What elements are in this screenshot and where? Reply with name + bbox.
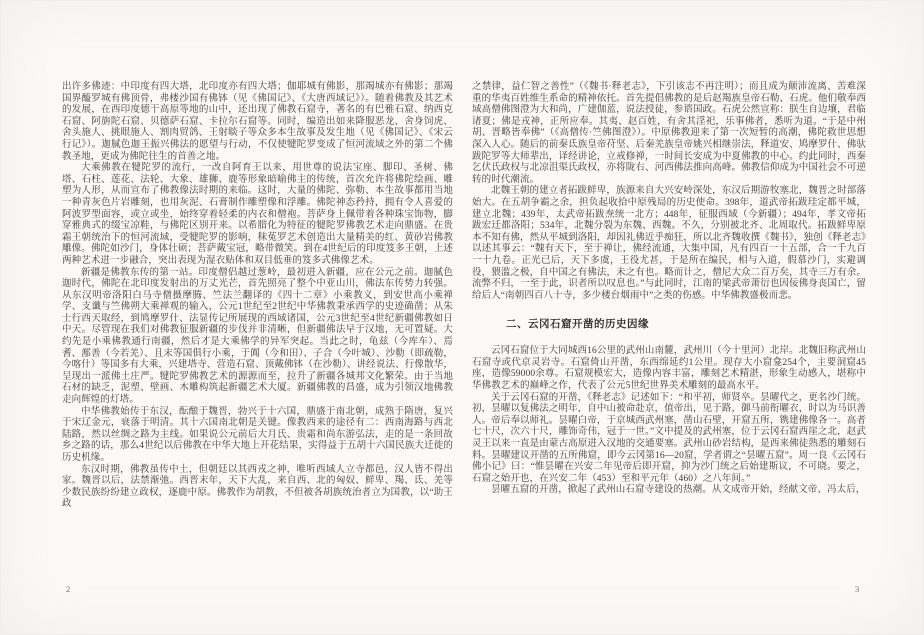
paragraph: 云冈石窟位于大同城西16公里的武州山南麓，武州川（今十里河）北岸。北魏旧称武州山石窟寺或代京灵岩寺。石窟倚山开凿，东西绵延约1公里。现存大小窟龛254个，主要洞窟45座，造像59000余尊。石窟规模宏大，造像内容丰富，雕刻艺术精湛，形象生动感人，堪称中华佛教艺术的巅峰之作，代表了公元5世纪世界美术雕刻的最高水平。 [472, 346, 866, 392]
page-number-left: 2 [66, 584, 71, 594]
paragraph: 北魏王朝的建立者拓跋鲜卑，族源来自大兴安岭深处，东汉后期游牧塞北，魏晋之时部落始大。在五胡争霸之余，担负起收拾中原残局的历史使命。398年，道武帝拓跋珪定都平城，建立北魏；439年，太武帝拓跋焘统一北方；448年，征服西域（今新疆）；494年，孝文帝拓跋宏迁都洛阳；534年，北魏分裂为东魏、西魏。不久，分别被北齐、北周取代。拓跋鲜卑原本不知有佛，然从平城到洛阳，却因礼佛近乎痴狂，所以北齐魏收撰《魏书》，独创《释老志》以述其事云：“魏有天下，至于禅让，佛经流通，大集中国，凡有四百一十五部，合一千九百一十九卷。正光已后，天下多虞，王役尤甚，于是所在编民，相与入道，假慕沙门，实避调役，猥滥之极，自中国之有佛法，未之有也。略而计之，僧尼大众二百万矣，其寺三万有余。流弊不归，一至于此，识者所以叹息也。”与此同时，江南的梁武帝萧衍也因佞佛身丧国亡，留给后人“南朝四百八十寺，多少楼台烟雨中”之类的伤感。中华佛教盛极而悲。 [472, 186, 866, 301]
paragraph: 新疆是佛教东传的第一站。印度僧侣越过葱岭，最初进入新疆，应在公元之前。迦腻色迦时代，佛陀在北印度发射出的万丈光芒，首先照亮了整个中亚山川，佛法东传势力转强。从东汉明帝洛阳白马寺僧摄摩腾、竺法兰翻译的《四十二章》小乘教义，到安世高小乘禅学、支谶与竺佛朔大乘禅观的输入，公元1世纪至2世纪中华佛教秉承西学的史迹确凿；从朱士行西天取经，到鸠摩罗什、法显传记所展现的西域诸国，公元3世纪至4世纪新疆佛教如日中天。尽管现在我们对佛教征服新疆的步伐并非清晰，但新疆佛法早于汉地，无可置疑。大约先是小乘佛教通行南疆，然后才是大乘佛学的异军突起。当此之时，龟兹（今库车）、焉耆、鄯善（今若羌）、且末等国俱行小乘，于阗（今和田）、子合（今叶城）、沙勒（即疏勒，今喀什）等国多有大乘，兴建塔寺、营造石窟、顶戴佛钵（在沙勒）、讲经说法、行像散华，呈现出一派佛土庄严。犍陀罗佛教艺术的源源而至，拉升了新疆各城邦文化繁荣。由于当地石材的缺乏，泥塑、壁画、木雕构筑起新疆艺术大厦。新疆佛教的昌盛，成为引领汉地佛教走向辉煌的灯塔。 [62, 267, 453, 406]
paragraph: 大乘佛教在犍陀罗的流行，一改自阿育王以来，用世尊的说法宝座、脚印、圣树、佛塔、石柱、莲花、法轮、大象、雄狮、鹿等形象暗喻佛主的传统，首次允许将佛陀绘画、雕塑为人形，从而宣布了佛教像法时期的来临。这时，大量的佛陀、弥勒、本生故事都用当地一种青灰色片岩雕刻，也用灰泥、石膏制作雕塑像和浮雕。佛陀神态矜持，拥有令人喜爱的阿波罗型面容，或立或坐，始终穿着轻柔的内衣和僧袍。菩萨身上佩带着各种珠宝饰物，脚穿雅典式的缀宝凉鞋，与佛陀区别开来。以希腊化为特征的犍陀罗佛教艺术走向鼎盛。在贵霜王朝统治下的恒河流域，受犍陀罗的影响，秣菟罗艺术创造出大量精美的红、黄砂岩佛教雕像。佛陀如沙门，身体壮硕；菩萨戴宝冠，略带微笑。到在4世纪后的印度笈多王朝，上述两种艺术进一步融合，突出表现为湿衣贴体和双目低垂的笈多式佛像艺术。 [62, 163, 453, 266]
paragraph: 昙曜五窟的开凿，掀起了武州山石窟寺建设的热潮。从文成帝开始，经献文帝、冯太后， [491, 485, 866, 496]
left-page-text-column [62, 82, 453, 511]
paragraph: 关于云冈石窟的开凿，《释老志》记述如下：“和平初，师贤卒。昙曜代之，更名沙门统。初，昙曜以复佛法之明年，自中山被命赴京，值帝出，见于路，御马前衔曜衣，时以为马识善人。帝后奉以师礼。昙曜白帝，于京城西武州塞，凿山石壁，开窟五所，镌建佛像各一。高者七十尺，次六十尺，雕饰奇伟，冠于一世。”文中提及的武州塞，位于云冈石窟西崖之北，赵武灵王以来一直是由蒙古高原进入汉地的交通要塞。武州山砂岩结构，是西来佛徒熟悉的雕刻石料。昙曜建议开凿的五所佛窟，即今云冈第16—20窟，学者谓之“昙曜五窟”。周一良《云冈石佛小记》曰：“惟昙曜在兴安二年见帝后即开窟，抑为沙门统之后始建斯议，不可晓。要之，石窟之始开也，在兴安二年（453）至和平元年（460）之八年间。” [472, 392, 866, 484]
right-page-text-column [472, 82, 866, 497]
paragraph: 中华佛教始传于东汉，酝酿于魏晋，勃兴于十六国，鼎盛于南北朝，成熟于隋唐，复兴于宋辽金元，衰落于明清。其十六国南北朝是关键。像教西来的途径有二：西南海路与西北陆路，然以丝绸之路为主线。如果说公元前后大月氏、贵霜和尚东游弘法，走的是一条回故乡之路的话，那么4世纪以后佛教在中华大地上开花结果，实得益于五胡十六国民族大迁徙的历史机缘。 [62, 406, 453, 463]
right-page [462, 0, 924, 635]
page-number-right: 3 [855, 584, 860, 594]
section-heading: 二、云冈石窟开凿的历史因缘 [506, 318, 649, 331]
paragraph: 之禁律，益仁智之善性”（《魏书·释老志》，下引该志不再注明）；而且成为颠沛流离、苦难深重的华夷百姓维生系命的精神依托。首先提倡佛教的是后赵羯族皇帝石勒、石虎。他们敬奉西域高僧佛图澄为大和尚，广建伽蓝，说法授徒，参谘国政。石虎公然宣称：朕生自边壤，君临诸夏；佛是戎神，正所应奉。其夷、赵百姓，有舍其淫祀，乐事佛者，悉听为道。“于是中州胡、晋略皆奉佛”（《高僧传·竺佛图澄》）。中原佛教迎来了第一次短暂的高潮，佛陀救世思想深入人心。随后的前秦氐族皇帝苻坚、后秦羌族皇帝姚兴相继崇法，释道安、鸠摩罗什、佛驮跋陀罗等大师辈出，译经讲论，立戒修禅，一时间长安成为中夏佛教的中心。约此同时，西秦乞伏氏政权与北凉沮渠氏政权，亦将陇右、河西佛法推向高峰。佛教信仰成为中国社会不可逆转的时代潮流。 [472, 82, 866, 185]
paragraph: 出许多佛迹：中印度有四大塔，北印度亦有四大塔；伽耶城有佛影，那竭城亦有佛影；那竭国界醯罗城有佛顶骨，弗楼沙国有佛钵（见《佛国记》、《大唐西域记》）。随着佛教及其艺术的发展，在西印度德干高原等地的山中，还出现了佛教石窟寺，著名的有巴雅石窟、纳西克石窟、阿旃陀石窟、贝德萨石窟、卡拉尔石窟等。同时，编造出如来降服恶龙、舍身饲虎、舍头施人、挑眼施人、割肉贸鸽、王射睒子等众多本生故事及发生地（见《佛国记》、《宋云行记》）。迦腻色迦王振兴佛法的愿望与行动，不仅使犍陀罗变成了恒河流域之外的第二个佛教圣地，更成为佛陀往生的首善之地。 [62, 82, 453, 162]
paragraph: 东汉时期，佛教虽传中土，但朝廷以其西戎之神，唯听西域人立寺都邑，汉人皆不得出家。魏晋以后，法禁渐弛。西晋末年，天下大乱，来自西、北的匈奴、鲜卑、羯、氐、羌等少数民族纷纷建立政权，逐鹿中原。佛教作为胡教，不但被各胡族统治者立为国教，以“助王政 [62, 464, 453, 510]
